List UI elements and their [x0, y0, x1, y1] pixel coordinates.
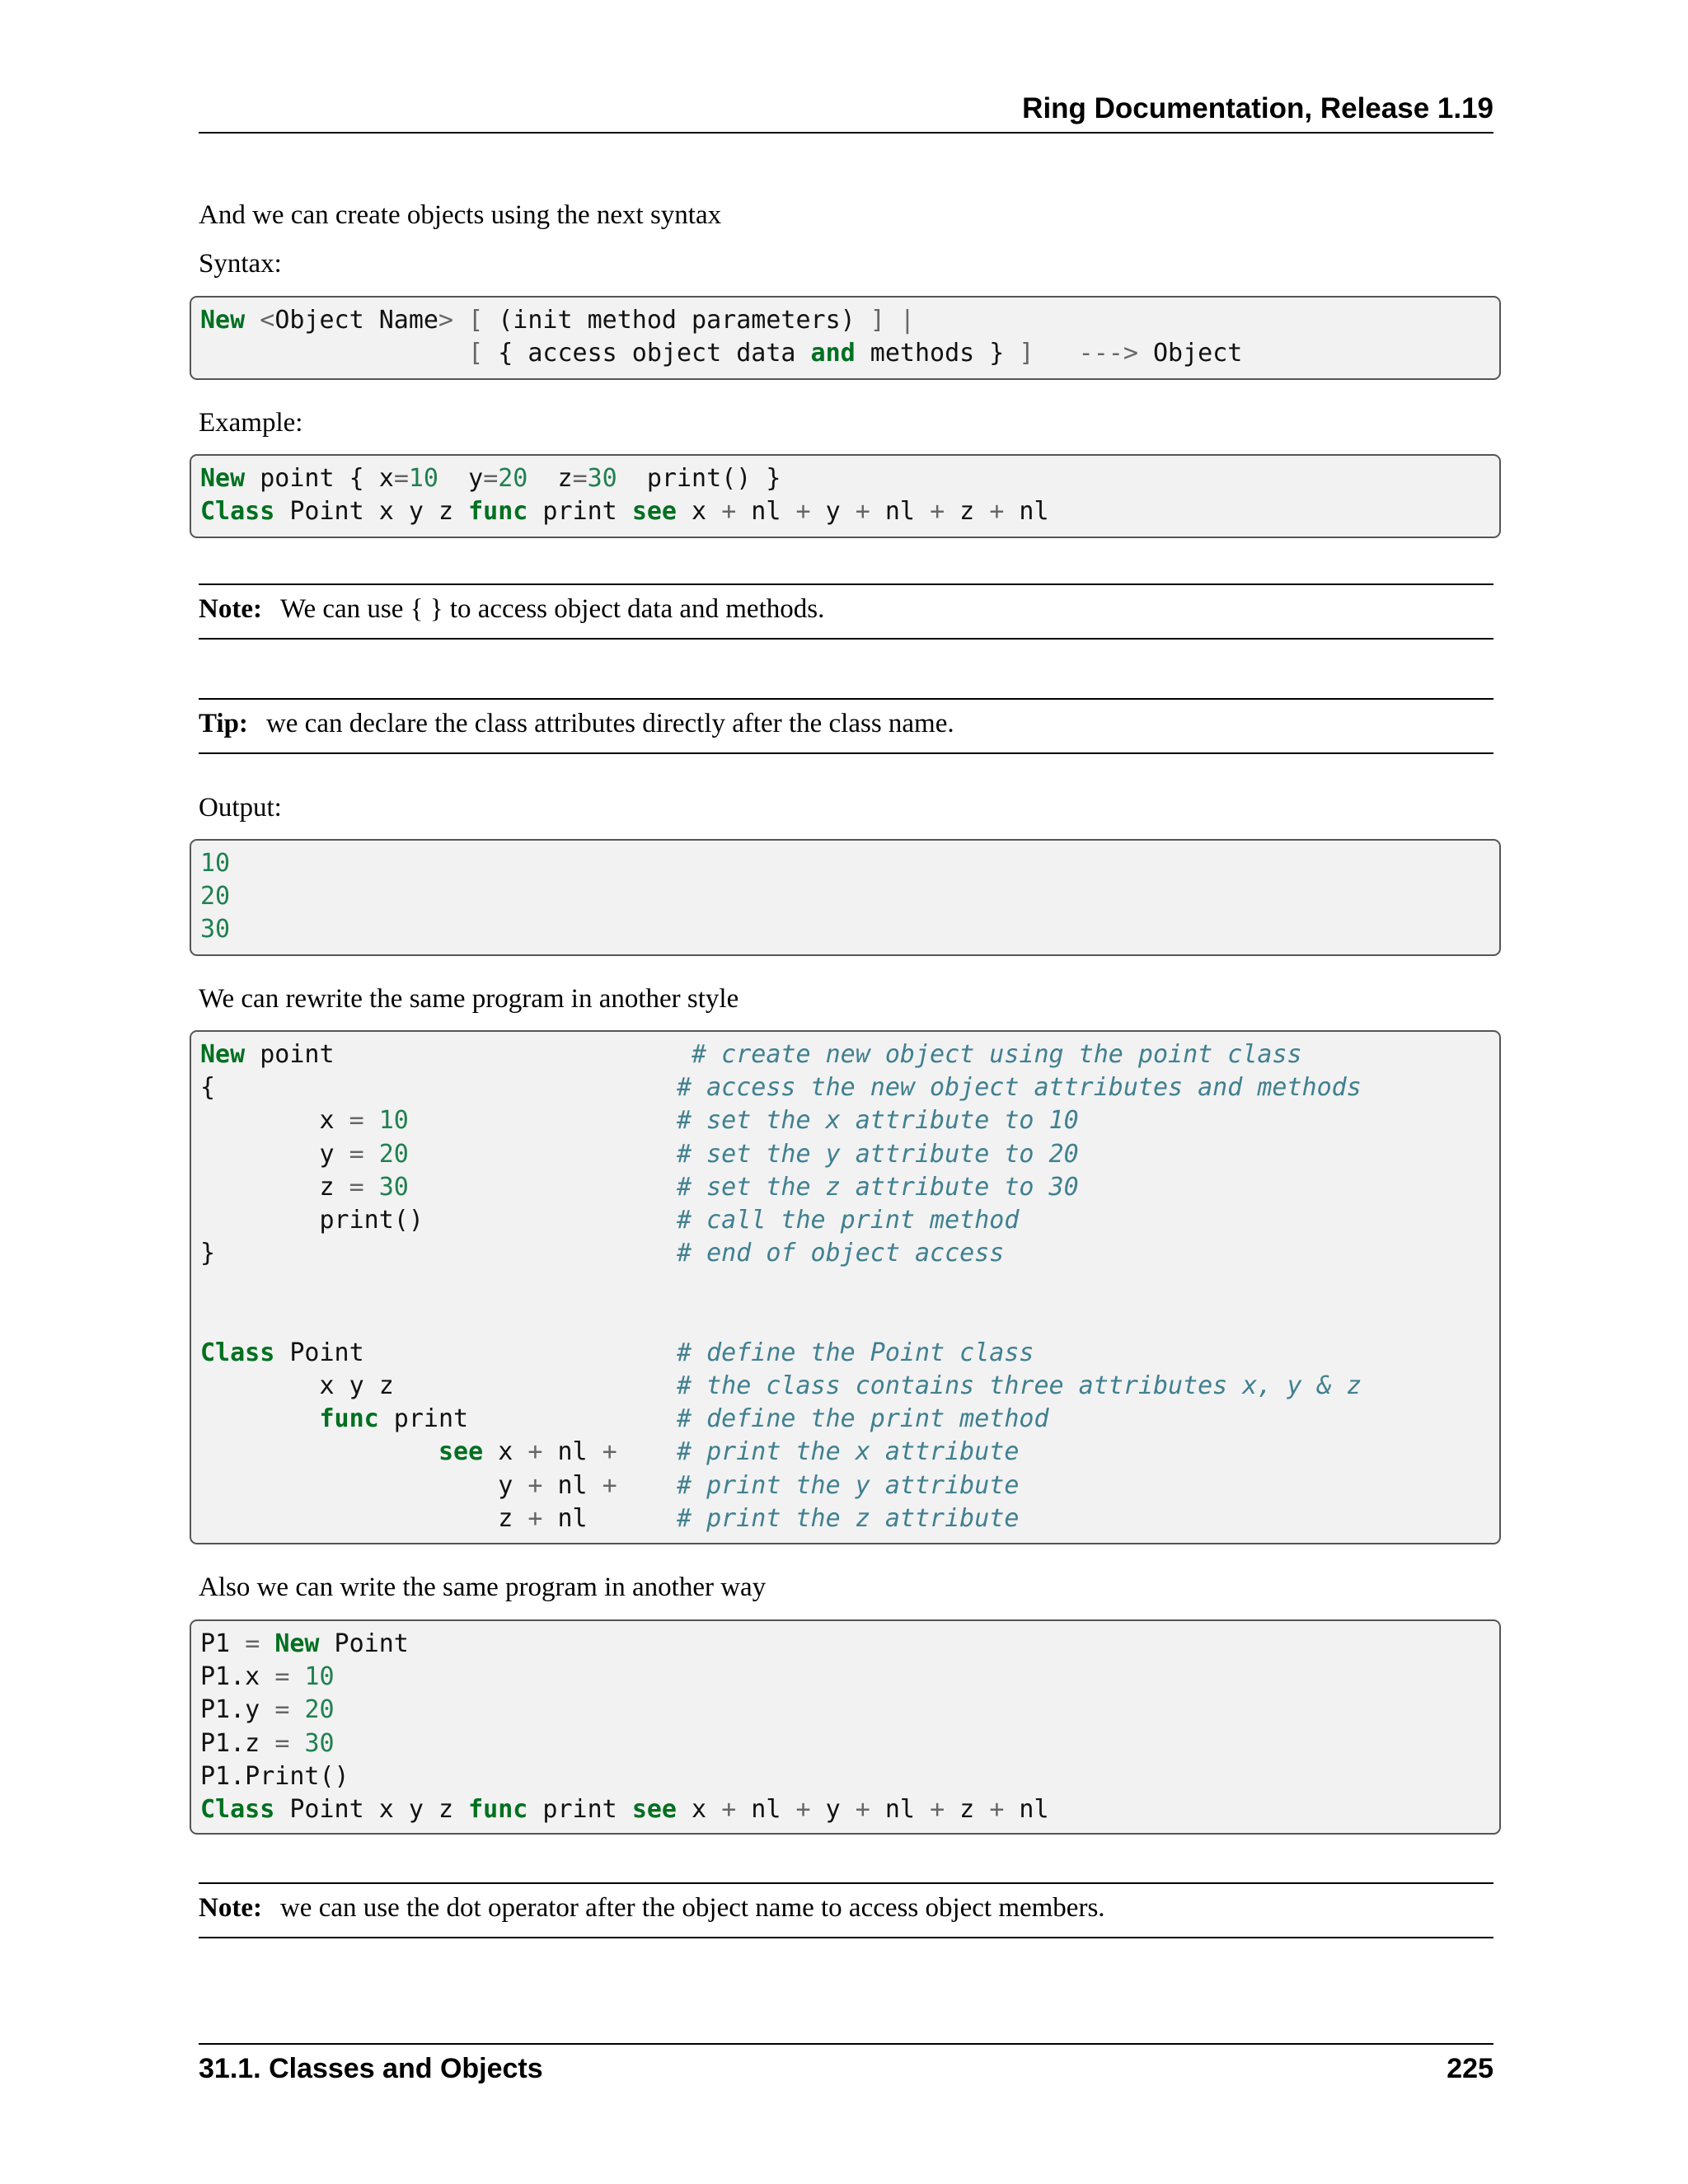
syntax-label: Syntax: [199, 249, 282, 279]
rewrite-code-block [190, 1030, 1501, 1544]
note-label: Note: [199, 594, 262, 624]
code-line: Class Point x y z func print see x + nl + y + nl + z + nl [200, 497, 1049, 527]
code-line: } # end of object access [200, 1239, 1005, 1268]
code-line: { # access the new object attributes and methods [200, 1073, 1362, 1103]
output-code-block [190, 839, 1501, 956]
code-line: see x + nl + # print the x attribute [438, 1437, 1020, 1467]
code-line: New point { x=10 y=20 z=30 print() } [200, 464, 781, 493]
code-line: New <Object Name> [ (init method parameters) ] | [200, 306, 915, 335]
code-line: P1.x = 10 [200, 1662, 335, 1692]
code-line: P1.z = 30 [200, 1728, 335, 1758]
rewrite-paragraph: We can rewrite the same program in another style [199, 984, 739, 1014]
example-code-block [190, 454, 1501, 538]
note-text: We can use { } to access object data and methods. [279, 594, 825, 624]
page-footer [199, 2043, 1493, 2090]
code-line: Class Point x y z func print see x + nl + y + nl + z + nl [200, 1795, 1049, 1825]
note-admonition-dot [199, 1882, 1493, 1938]
output-label: Output: [199, 793, 282, 823]
code-line: x y z # the class contains three attributes x, y & z [200, 1371, 1362, 1401]
note-text: we can use the dot operator after the object name to access object members. [279, 1893, 1105, 1923]
code-line: P1.y = 20 [200, 1695, 335, 1725]
tip-label: Tip: [199, 709, 248, 738]
footer-section-title: 31.1. Classes and Objects [199, 2053, 543, 2084]
code-line: Class Point # define the Point class [200, 1338, 1034, 1367]
code-line: P1.Print() [200, 1761, 349, 1791]
code-line: x = 10 # set the x attribute to 10 [200, 1106, 1079, 1136]
code-line: func print # define the print method [319, 1404, 1049, 1434]
code-line: New point # create new object using the point class [200, 1040, 1302, 1069]
code-line: P1 = New Point [200, 1629, 409, 1658]
example-label: Example: [199, 408, 303, 438]
intro-paragraph: And we can create objects using the next syntax [199, 200, 722, 230]
syntax-code-block [190, 296, 1501, 380]
code-line: y = 20 # set the y attribute to 20 [200, 1139, 1079, 1169]
tip-admonition [199, 698, 1493, 754]
code-line: y + nl + # print the y attribute [200, 1470, 1020, 1500]
code-line: 20 [200, 882, 231, 912]
note-label: Note: [199, 1893, 262, 1923]
code-line: print() # call the print method [200, 1206, 1020, 1235]
header-title: Ring Documentation, Release 1.19 [1022, 92, 1493, 124]
note-admonition [199, 583, 1493, 640]
footer-page-number: 225 [1447, 2053, 1493, 2084]
page-header [199, 91, 1493, 134]
code-line: z = 30 # set the z attribute to 30 [200, 1172, 1079, 1202]
code-line: 10 [200, 849, 231, 878]
code-line: 30 [200, 915, 231, 944]
code-line: [ { access object data and methods } ] ---> Object [468, 339, 1243, 368]
another-way-paragraph: Also we can write the same program in another way [199, 1572, 767, 1602]
code-line: z + nl # print the z attribute [200, 1503, 1020, 1533]
another-way-code-block [190, 1619, 1501, 1835]
tip-text: we can declare the class attributes directly after the class name. [265, 709, 954, 738]
